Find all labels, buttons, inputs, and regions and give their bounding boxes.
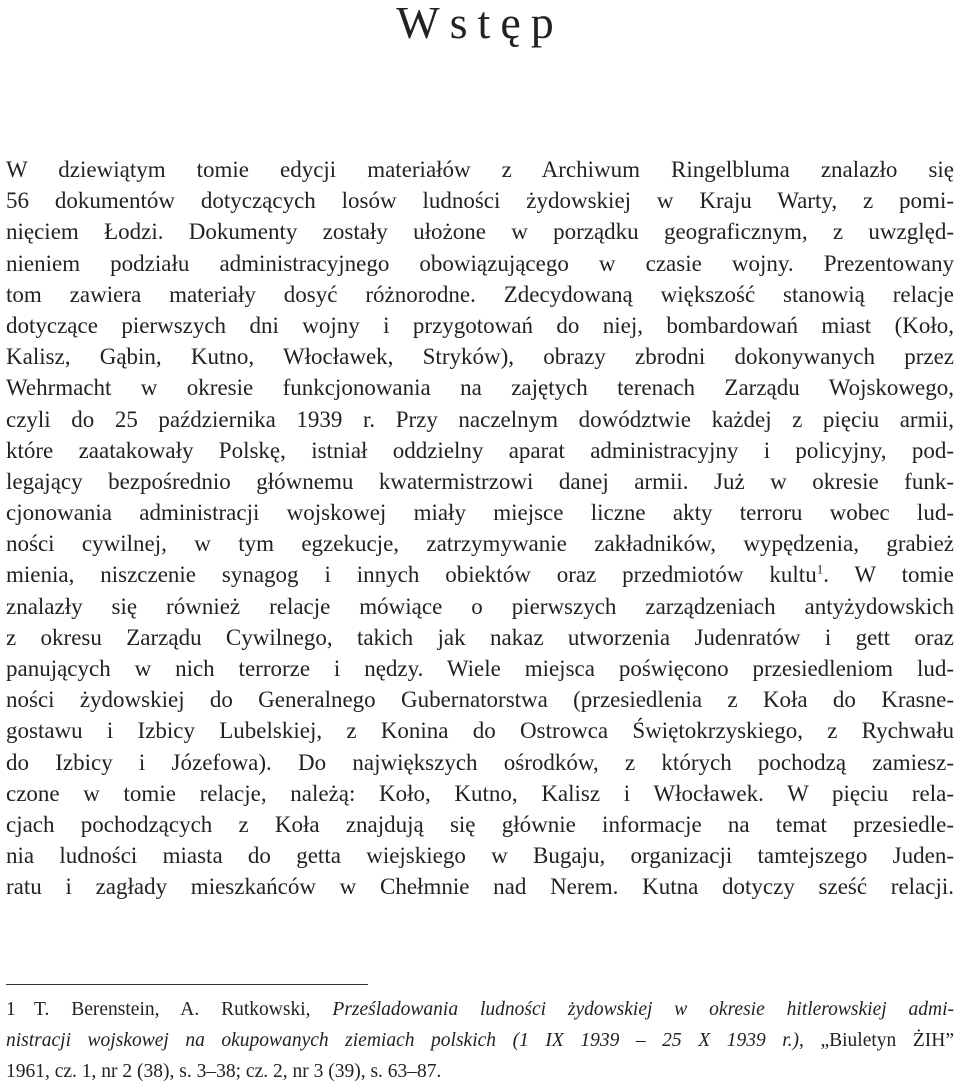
footnote-authors: T. Berenstein, A. Rutkowski, [34,999,311,1020]
body-line: legający bezpośrednio głównemu kwatermistrzowi danej armii. Już w okresie funk- [6,468,954,494]
body-line: cjonowania administracji wojskowej miały miejsce liczne akty terroru wobec lud- [6,500,954,526]
page-title: Wstęp [396,0,564,48]
body-line: do Izbicy i Józefowa). Do największych ośrodków, z których pochodzą zamiesz- [6,749,954,775]
footnote-journal: , „Biuletyn ŻIH” [799,1030,954,1051]
footnote-reference[interactable]: 1 [816,561,824,577]
body-line-tail: . W tomie [823,562,954,588]
body-line: Wehrmacht w okresie funkcjonowania na zajętych terenach Zarządu Wojskowego, [6,375,954,401]
body-line: gostawu i Izbicy Lubelskiej, z Konina do Ostrowca Świętokrzyskiego, z Rychwału [6,718,954,744]
footnote-title-part1: Prześladowania ludności żydowskiej w okresie hitlerowskiej admi- [332,999,955,1020]
footnote-separator [6,984,368,985]
body-line: czone w tomie relacje, należą: Koło, Kutno, Kalisz i Włocławek. W pięciu rela- [6,780,954,806]
body-line: ności żydowskiej do Generalnego Gubernatorstwa (przesiedlenia z Koła do Krasne- [6,687,954,713]
footnote-title-part2: nistracji wojskowej na okupowanych ziemiach polskich (1 IX 1939 – 25 X 1939 r.) [6,1030,800,1051]
body-line: W dziewiątym tomie edycji materiałów z Archiwum Ringelbluma znalazło się [6,157,954,182]
body-line: ratu i zagłady mieszkańców w Chełmnie nad Nerem. Kutna dotyczy sześć relacji. [6,874,954,900]
footnote-line [6,1025,954,1056]
body-text [6,154,954,903]
footnote-line: 1961, cz. 1, nr 2 (38), s. 3–38; cz. 2, nr 3 (39), s. 63–87. [6,1061,442,1082]
footnote-number: 1 [6,999,16,1020]
body-line-with-footnote-ref [6,559,954,590]
body-line: tom zawiera materiały dosyć różnorodne. Zdecydowaną większość stanowią relacje [6,281,954,307]
body-line: znalazły się również relacje mówiące o pierwszych zarządzeniach antyżydowskich [6,593,954,619]
body-line: czyli do 25 października 1939 r. Przy naczelnym dowództwie każdej z pięciu armii, [6,406,954,432]
body-line: 56 dokumentów dotyczących losów ludności żydowskiej w Kraju Warty, z pomi- [6,188,954,214]
body-line: nięciem Łodzi. Dokumenty zostały ułożone w porządku geograficznym, z uwzględ- [6,219,954,245]
footnote [6,994,954,1087]
body-line: nieniem podziału administracyjnego obowiązującego w czasie wojny. Prezentowany [6,250,954,276]
footnote-line [6,994,954,1025]
body-line: nia ludności miasta do getta wiejskiego w Bugaju, organizacji tamtejszego Juden- [6,843,954,869]
body-line: cjach pochodzących z Koła znajdują się głównie informacje na temat przesiedle- [6,811,954,837]
body-line: panujących w nich terrorze i nędzy. Wiele miejsca poświęcono przesiedleniom lud- [6,656,954,681]
body-line: które zaatakowały Polskę, istniał oddzielny aparat administracyjny i policyjny, pod- [6,437,954,463]
body-line: z okresu Zarządu Cywilnego, takich jak nakaz utworzenia Judenratów i gett oraz [6,624,954,650]
body-line-text: mienia, niszczenie synagog i innych obiektów oraz przedmiotów kultu [6,562,817,588]
body-line: ności cywilnej, w tym egzekucje, zatrzymywanie zakładników, wypędzenia, grabież [6,531,954,557]
body-line: Kalisz, Gąbin, Kutno, Włocławek, Stryków), obrazy zbrodni dokonywanych przez [6,344,954,370]
body-line: dotyczące pierwszych dni wojny i przygotowań do niej, bombardowań miast (Koło, [6,312,954,338]
